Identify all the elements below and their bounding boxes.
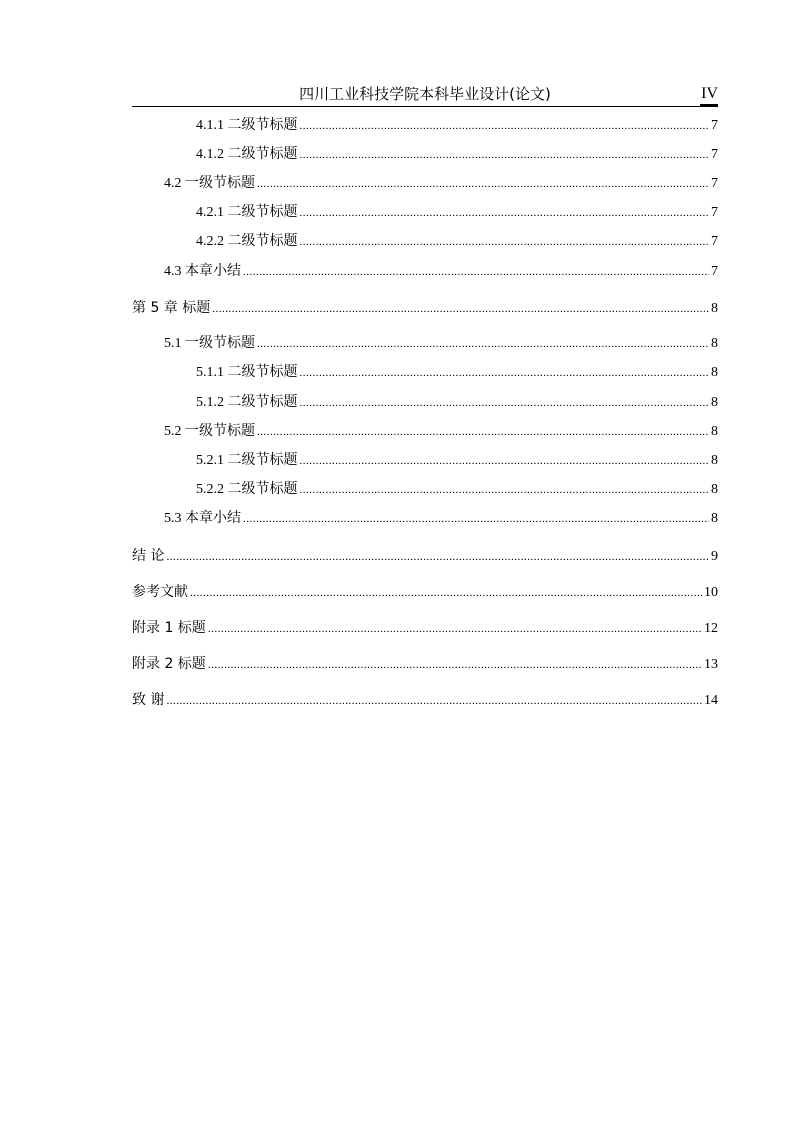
- header-page-number: IV: [701, 85, 718, 102]
- toc-leader-dots: [300, 481, 710, 499]
- toc-entry[interactable]: [196, 204, 718, 222]
- toc-leader-dots: [166, 692, 702, 710]
- toc-entry-label: 5.2 一级节标题: [164, 424, 255, 439]
- toc-leader-dots: [243, 263, 709, 281]
- toc-entry-label: 4.2.1 二级节标题: [196, 205, 298, 220]
- header-divider: [132, 106, 718, 107]
- toc-leader-dots: [257, 423, 709, 441]
- page-header: [132, 84, 718, 106]
- toc-entry[interactable]: [164, 423, 718, 441]
- toc-entry-label: 5.2.2 二级节标题: [196, 482, 298, 497]
- toc-entry-page: 8: [711, 511, 718, 526]
- toc-entry-page: 8: [711, 336, 718, 351]
- toc-leader-dots: [300, 117, 710, 135]
- toc-entry-label: 4.2 一级节标题: [164, 176, 255, 191]
- toc-leader-dots: [300, 146, 710, 164]
- toc-leader-dots: [243, 510, 709, 528]
- toc-entry-page: 7: [711, 118, 718, 133]
- toc-entry-page: 8: [711, 301, 718, 316]
- toc-leader-dots: [212, 300, 709, 318]
- toc-entry-label: 4.2.2 二级节标题: [196, 234, 298, 249]
- toc-entry[interactable]: [196, 233, 718, 251]
- toc-leader-dots: [257, 175, 709, 193]
- document-title: 四川工业科技学院本科毕业设计(论文): [299, 85, 551, 103]
- toc-entry[interactable]: [164, 263, 718, 281]
- toc-entry-page: 12: [704, 621, 718, 636]
- toc-entry-page: 7: [711, 205, 718, 220]
- toc-entry-page: 8: [711, 365, 718, 380]
- toc-leader-dots: [166, 548, 709, 566]
- toc-entry[interactable]: [196, 394, 718, 412]
- toc-entry[interactable]: [196, 481, 718, 499]
- toc-entry-page: 13: [704, 657, 718, 672]
- toc-entry-chapter[interactable]: [132, 583, 718, 602]
- toc-entry-label: 5.1 一级节标题: [164, 336, 255, 351]
- header-page-underline: [700, 104, 718, 106]
- toc-entry-label: 参考文献: [132, 584, 188, 600]
- toc-entry-page: 9: [711, 549, 718, 564]
- toc-entry[interactable]: [164, 510, 718, 528]
- toc-entry-label: 4.1.2 二级节标题: [196, 147, 298, 162]
- toc-entry-label: 5.2.1 二级节标题: [196, 453, 298, 468]
- toc-entry-chapter[interactable]: [132, 619, 718, 638]
- toc-leader-dots: [208, 656, 702, 674]
- toc-entry[interactable]: [164, 335, 718, 353]
- toc-entry[interactable]: [196, 364, 718, 382]
- toc-leader-dots: [208, 620, 702, 638]
- toc-entry-page: 14: [704, 693, 718, 708]
- toc-entry-chapter[interactable]: [132, 547, 718, 566]
- toc-entry-label: 第 5 章 标题: [132, 300, 211, 316]
- toc-entry-label: 结 论: [132, 548, 165, 564]
- toc-entry-page: 10: [704, 585, 718, 600]
- toc-leader-dots: [300, 204, 710, 222]
- toc-entry-label: 5.1.2 二级节标题: [196, 395, 298, 410]
- toc-entry-page: 8: [711, 395, 718, 410]
- toc-entry-label: 5.1.1 二级节标题: [196, 365, 298, 380]
- toc-entry-page: 7: [711, 264, 718, 279]
- toc-entry[interactable]: [196, 146, 718, 164]
- toc-entry[interactable]: [196, 452, 718, 470]
- toc-entry-chapter[interactable]: [132, 691, 718, 710]
- toc-entry-page: 8: [711, 482, 718, 497]
- toc-entry[interactable]: [164, 175, 718, 193]
- toc-entry-label: 附录 1 标题: [132, 620, 206, 636]
- toc-entry-page: 7: [711, 147, 718, 162]
- toc-entry-chapter[interactable]: [132, 299, 718, 318]
- toc-leader-dots: [257, 335, 709, 353]
- toc-entry-page: 7: [711, 234, 718, 249]
- toc-entry-label: 4.1.1 二级节标题: [196, 118, 298, 133]
- toc-leader-dots: [300, 364, 710, 382]
- toc-leader-dots: [300, 394, 710, 412]
- toc-entry-label: 附录 2 标题: [132, 656, 206, 672]
- toc-entry-label: 致 谢: [132, 692, 165, 708]
- toc-leader-dots: [300, 452, 710, 470]
- toc-entry-label: 5.3 本章小结: [164, 511, 241, 526]
- toc-entry-page: 7: [711, 176, 718, 191]
- toc-entry-label: 4.3 本章小结: [164, 264, 241, 279]
- toc-entry-page: 8: [711, 453, 718, 468]
- toc-leader-dots: [300, 233, 710, 251]
- toc-leader-dots: [190, 584, 702, 602]
- toc-entry-page: 8: [711, 424, 718, 439]
- toc-entry[interactable]: [196, 117, 718, 135]
- toc-entry-chapter[interactable]: [132, 655, 718, 674]
